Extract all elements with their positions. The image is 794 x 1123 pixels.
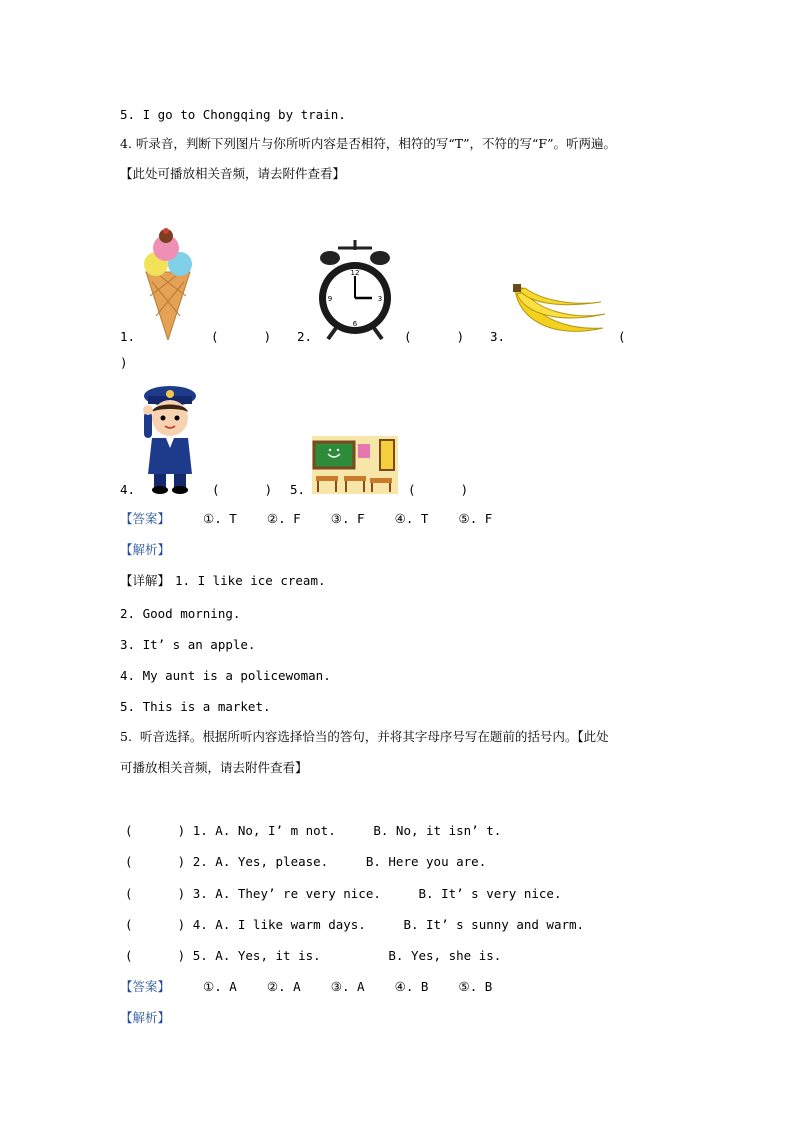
classroom-image <box>312 436 398 494</box>
choice-line-5: ( ) 5. A. Yes, it is. B. Yes, she is. <box>125 948 502 963</box>
choice-line-4: ( ) 4. A. I like warm days. B. It’ s sunny and warm. <box>125 917 585 932</box>
answer-bracket-2[interactable]: ( ) <box>404 329 465 344</box>
analysis4-label: 【解析】 <box>120 542 171 557</box>
answer5-label: 【答案】 <box>120 979 171 994</box>
choice-line-3: ( ) 3. A. They’ re very nice. B. It’ s very nice. <box>125 886 562 901</box>
answer4-values: ①. T ②. F ③. F ④. T ⑤. F <box>203 511 493 526</box>
alarm-clock-image <box>318 240 392 340</box>
ice-cream-image <box>140 226 196 340</box>
section4-audio-note: 【此处可播放相关音频，请去附件查看】 <box>120 166 346 181</box>
analysis5-label: 【解析】 <box>120 1010 171 1025</box>
answer-bracket-3[interactable]: ( <box>618 329 626 344</box>
q5-previous: 5. I go to Chongqing by train. <box>120 107 346 122</box>
banana-image <box>511 284 607 340</box>
answer-bracket-5[interactable]: ( ) <box>408 482 469 497</box>
svg-text:9: 9 <box>327 295 333 303</box>
section5-title-line1: 5. 听音选择。根据所听内容选择恰当的答句，并将其字母序号写在题前的括号内。【此处 <box>120 729 609 744</box>
answer-bracket-4[interactable]: ( ) <box>212 482 273 497</box>
pic-number-3: 3. <box>490 329 506 344</box>
detail-line-3: 3. It’ s an apple. <box>120 637 256 652</box>
policewoman-image <box>138 382 202 494</box>
detail-label: 【详解】 <box>120 573 171 588</box>
svg-text:12: 12 <box>350 269 360 277</box>
detail-line-5: 5. This is a market. <box>120 699 271 714</box>
answer-bracket-1[interactable]: ( ) <box>211 329 272 344</box>
pic-number-5: 5. <box>290 482 306 497</box>
detail-line-1: 1. I like ice cream. <box>175 573 326 588</box>
svg-text:3: 3 <box>377 295 383 303</box>
detail-line-4: 4. My aunt is a policewoman. <box>120 668 331 683</box>
section5-title-line2: 可播放相关音频，请去附件查看】 <box>120 760 308 775</box>
pic-number-4: 4. <box>120 482 136 497</box>
answer-bracket-3-close: ) <box>120 355 128 370</box>
detail-line-2: 2. Good morning. <box>120 606 241 621</box>
section4-title: 4. 听录音，判断下列图片与你所听内容是否相符，相符的写“T”，不符的写“F”。听两遍。 <box>120 136 616 151</box>
choice-line-2: ( ) 2. A. Yes, please. B. Here you are. <box>125 854 487 869</box>
choice-line-1: ( ) 1. A. No, I’ m not. B. No, it isn’ t. <box>125 823 502 838</box>
answer4-label: 【答案】 <box>120 511 171 526</box>
answer5-values: ①. A ②. A ③. A ④. B ⑤. B <box>203 979 493 994</box>
svg-text:6: 6 <box>352 320 358 328</box>
pic-number-1: 1. <box>120 329 136 344</box>
pic-number-2: 2. <box>297 329 313 344</box>
